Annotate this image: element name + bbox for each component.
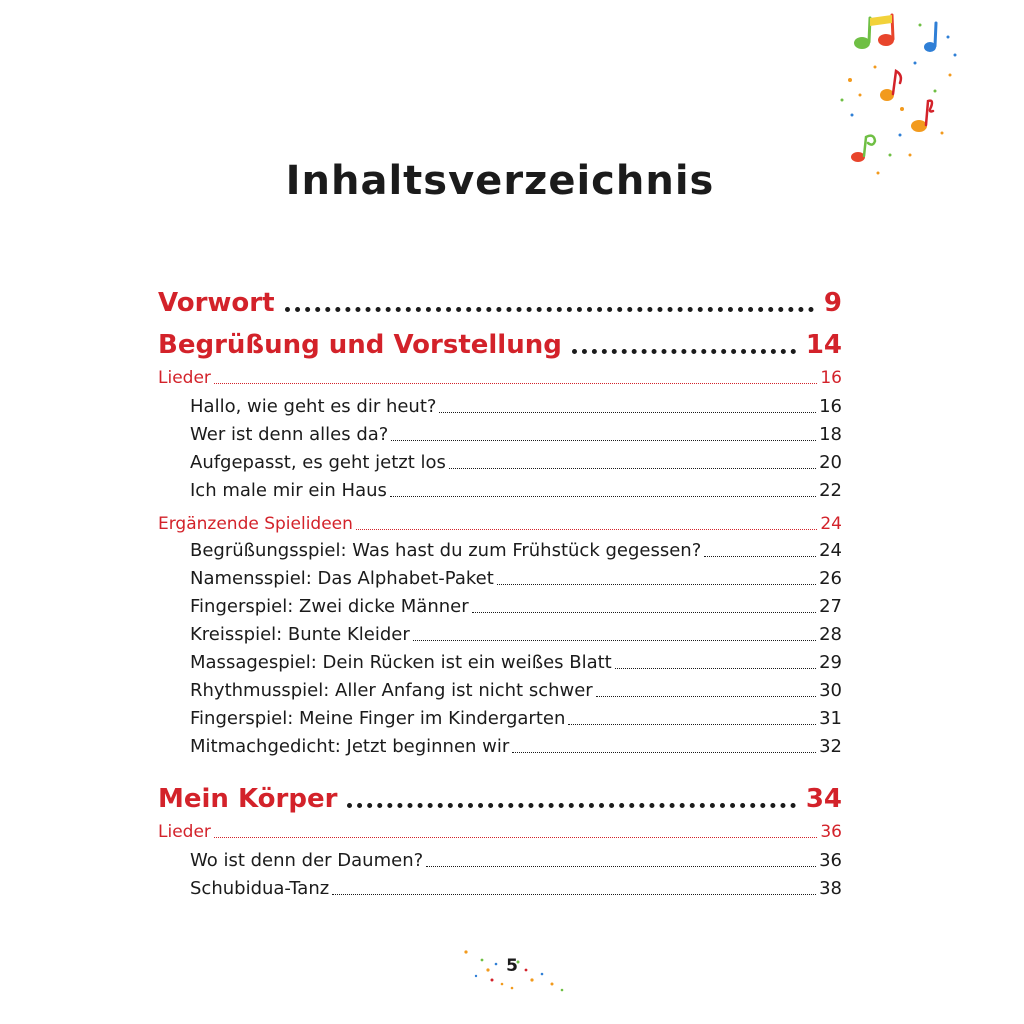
toc-entry-page: 26 — [819, 568, 842, 589]
dot-leader — [449, 468, 816, 469]
toc-item — [158, 568, 842, 589]
dot-leader — [426, 866, 816, 867]
toc-entry-page: 28 — [819, 624, 842, 645]
toc-item — [158, 850, 842, 871]
toc-entry-title: Namensspiel: Das Alphabet-Paket — [190, 568, 494, 589]
toc-item — [158, 424, 842, 445]
toc-entry-title: Fingerspiel: Meine Finger im Kindergarten — [190, 708, 566, 729]
toc-entry-page: 38 — [819, 878, 842, 899]
toc-entry-title: Aufgepasst, es geht jetzt los — [190, 452, 446, 473]
page-number-area — [452, 940, 572, 1000]
toc-entry-title: Hallo, wie geht es dir heut? — [190, 396, 437, 417]
dot-leader — [512, 752, 816, 753]
toc-entry-page: 22 — [819, 480, 842, 501]
toc-entry-page: 20 — [819, 452, 842, 473]
toc-entry-page: 16 — [819, 396, 842, 417]
dot-leader — [285, 307, 814, 312]
toc-section — [158, 368, 842, 388]
toc-item — [158, 878, 842, 899]
dot-leader — [413, 640, 816, 641]
toc-item — [158, 708, 842, 729]
toc-entry-title: Schubidua-Tanz — [190, 878, 330, 899]
toc-entry-title: Ich male mir ein Haus — [190, 480, 387, 501]
toc-item — [158, 680, 842, 701]
toc-chapter — [158, 288, 842, 318]
toc-entry-page: 24 — [819, 540, 842, 561]
toc-entry-page: 24 — [820, 514, 842, 534]
dot-leader — [214, 837, 817, 838]
toc-entry-page: 27 — [819, 596, 842, 617]
toc-entry-page: 36 — [820, 822, 842, 842]
page-number: 5 — [506, 956, 518, 976]
dot-leader — [347, 803, 795, 808]
toc-item — [158, 452, 842, 473]
toc-entry-title: Massagespiel: Dein Rücken ist ein weißes Blatt — [190, 652, 612, 673]
dot-leader — [568, 724, 816, 725]
toc-entry-title: Begrüßung und Vorstellung — [158, 330, 562, 360]
dot-leader — [439, 412, 816, 413]
toc-entry-title: Mitmachgedicht: Jetzt beginnen wir — [190, 736, 510, 757]
toc-item — [158, 596, 842, 617]
toc-entry-page: 9 — [823, 288, 842, 318]
toc-entry-title: Lieder — [158, 368, 211, 388]
dot-leader — [596, 696, 816, 697]
page-title: Inhaltsverzeichnis — [285, 158, 715, 204]
toc-entry-page: 34 — [805, 784, 842, 814]
toc-entry-page: 16 — [820, 368, 842, 388]
dot-leader — [356, 529, 817, 530]
toc-item — [158, 396, 842, 417]
toc-chapter — [158, 784, 842, 814]
toc-item — [158, 652, 842, 673]
toc-item — [158, 540, 842, 561]
toc-entry-title: Rhythmusspiel: Aller Anfang ist nicht schwer — [190, 680, 593, 701]
toc-entry-page: 14 — [805, 330, 842, 360]
toc-entry-title: Lieder — [158, 822, 211, 842]
toc-entry-title: Kreisspiel: Bunte Kleider — [190, 624, 410, 645]
dot-leader — [214, 383, 817, 384]
dot-leader — [572, 349, 796, 354]
toc-entry-page: 32 — [819, 736, 842, 757]
toc-entry-page: 18 — [819, 424, 842, 445]
toc-item — [158, 624, 842, 645]
dot-leader — [704, 556, 816, 557]
toc-entry-title: Wo ist denn der Daumen? — [190, 850, 424, 871]
dot-leader — [391, 440, 816, 441]
dot-leader — [472, 612, 816, 613]
toc-chapter — [158, 330, 842, 360]
dot-leader — [615, 668, 816, 669]
toc-entry-title: Fingerspiel: Zwei dicke Männer — [190, 596, 469, 617]
dot-leader — [332, 894, 816, 895]
toc-entry-page: 29 — [819, 652, 842, 673]
toc-section — [158, 514, 842, 534]
dot-leader — [497, 584, 816, 585]
toc-item — [158, 736, 842, 757]
toc-entry-title: Ergänzende Spielideen — [158, 514, 353, 534]
toc-entry-page: 36 — [819, 850, 842, 871]
toc-entry-title: Wer ist denn alles da? — [190, 424, 389, 445]
dot-leader — [390, 496, 816, 497]
toc-entry-title: Begrüßungsspiel: Was hast du zum Frühstück gegessen? — [190, 540, 702, 561]
toc-entry-title: Mein Körper — [158, 784, 338, 814]
toc-item — [158, 480, 842, 501]
toc-entry-page: 31 — [819, 708, 842, 729]
toc-section — [158, 822, 842, 842]
toc-entry-page: 30 — [819, 680, 842, 701]
toc-entry-title: Vorwort — [158, 288, 275, 318]
